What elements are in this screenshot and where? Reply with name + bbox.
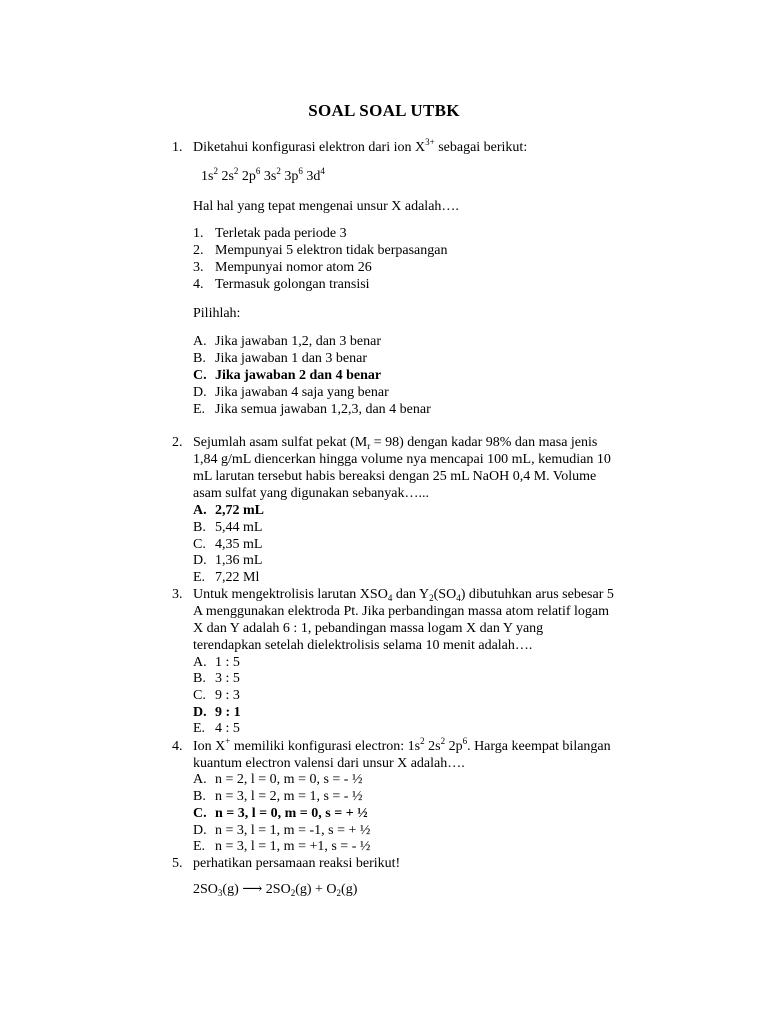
- option-text: n = 3, l = 1, m = +1, s = - ½: [215, 839, 371, 854]
- option-text: 1 : 5: [215, 655, 240, 670]
- option-letter-correct: A.: [193, 503, 207, 518]
- option-text: Jika jawaban 1 dan 3 benar: [215, 351, 367, 366]
- option-letter: D.: [193, 823, 207, 838]
- statement-number: 1.: [193, 226, 204, 241]
- q3-stem-line-1: Untuk mengektrolisis larutan $XSO_4$ dan $Y_2(SO_4)$ dibutuhkan arus sebesar 5: [193, 587, 614, 603]
- q2-stem-line-2: 1,84 g/mL diencerkan hingga volume nya mencapai 100 mL, kemudian 10: [193, 452, 611, 467]
- option-letter: D.: [193, 385, 207, 400]
- q4-number: 4.: [172, 739, 183, 754]
- q3-stem-line-3: X dan Y adalah 6 : 1, pebandingan massa logam X dan Y yang: [193, 621, 544, 636]
- q2-stem-line-3: mL larutan tersebut habis bereaksi dengan 25 mL NaOH 0,4 M. Volume: [193, 469, 597, 484]
- option-text: Jika jawaban 1,2, dan 3 benar: [215, 334, 381, 349]
- option-letter: B.: [193, 351, 206, 366]
- option-text: Jika semua jawaban 1,2,3, dan 4 benar: [215, 402, 431, 417]
- q2-stem-line-4: asam sulfat yang digunakan sebanyak…...: [193, 486, 429, 501]
- q5-stem: perhatikan persamaan reaksi berikut!: [193, 856, 401, 871]
- option-text: 3 : 5: [215, 671, 240, 686]
- option-letter: B.: [193, 520, 206, 535]
- q5-reaction-equation: $2SO_3(g)$ ⟶ $2SO_2(g) + O_2(g)$: [193, 882, 358, 898]
- statement-number: 4.: [193, 277, 204, 292]
- option-letter: A.: [193, 334, 207, 349]
- statement-number: 2.: [193, 243, 204, 258]
- option-text: 7,22 Ml: [215, 570, 260, 585]
- statement-number: 3.: [193, 260, 204, 275]
- option-letter: E.: [193, 721, 206, 736]
- q5-number: 5.: [172, 856, 183, 871]
- option-letter: E.: [193, 839, 206, 854]
- q2-number: 2.: [172, 435, 183, 450]
- option-letter: B.: [193, 671, 206, 686]
- option-text-correct: 9 : 1: [215, 705, 241, 720]
- option-text: Jika jawaban 4 saja yang benar: [215, 385, 389, 400]
- q3-number: 3.: [172, 587, 183, 602]
- option-letter-correct: C.: [193, 368, 207, 383]
- q1-number: 1.: [172, 140, 183, 155]
- option-text: 5,44 mL: [215, 520, 263, 535]
- option-letter: A.: [193, 772, 207, 787]
- option-letter: E.: [193, 570, 206, 585]
- option-text-correct: 2,72 mL: [215, 503, 264, 518]
- option-text-correct: n = 3, l = 0, m = 0, s = + ½: [215, 806, 368, 821]
- q3-stem-line-4: terendapkan setelah dielektrolisis selama 10 menit adalah….: [193, 638, 533, 653]
- option-text-correct: Jika jawaban 2 dan 4 benar: [215, 368, 382, 383]
- option-letter: A.: [193, 655, 207, 670]
- q3-stem-line-2: A menggunakan elektroda Pt. Jika perbandingan massa atom relatif logam: [193, 604, 609, 619]
- q1-stem: Diketahui konfigurasi elektron dari ion $X^{3+}$ sebagai berikut:: [193, 137, 528, 155]
- statement-text: Mempunyai 5 elektron tidak berpasangan: [215, 243, 448, 258]
- page-title: SOAL SOAL UTBK: [308, 101, 460, 120]
- statement-text: Terletak pada periode 3: [215, 226, 347, 241]
- q1-electron-config: $1s^2$ $2s^2$ $2p^6$ $3s^2$ $3p^6$ $3d^4$: [201, 166, 325, 184]
- option-text: 4 : 5: [215, 721, 240, 736]
- q4-stem-line-2: kuantum electron valensi dari unsur X adalah….: [193, 756, 465, 771]
- option-text: n = 3, l = 2, m = 1, s = - ½: [215, 789, 363, 804]
- option-text: 1,36 mL: [215, 553, 263, 568]
- option-text: 9 : 3: [215, 688, 240, 703]
- option-letter: C.: [193, 688, 206, 703]
- q1-prompt: Hal hal yang tepat mengenai unsur X adalah….: [193, 199, 459, 214]
- q4-stem-line-1: Ion X+ memiliki konfigurasi electron: $1s^2$ $2s^2$ $2p^6$. Harga keempat bilangan: [193, 736, 611, 754]
- q1-choose-label: Pilihlah:: [193, 306, 241, 321]
- option-letter: D.: [193, 553, 207, 568]
- option-letter: B.: [193, 789, 206, 804]
- q2-stem-line-1: Sejumlah asam sulfat pekat $(M_r = 98)$ dengan kadar 98% dan masa jenis: [193, 435, 598, 451]
- option-text: 4,35 mL: [215, 537, 263, 552]
- option-letter-correct: C.: [193, 806, 207, 821]
- option-text: n = 3, l = 1, m = -1, s = + ½: [215, 823, 371, 838]
- statement-text: Mempunyai nomor atom 26: [215, 260, 372, 275]
- option-letter: C.: [193, 537, 206, 552]
- statement-text: Termasuk golongan transisi: [215, 277, 370, 292]
- option-text: n = 2, l = 0, m = 0, s = - ½: [215, 772, 363, 787]
- option-letter-correct: D.: [193, 705, 207, 720]
- option-letter: E.: [193, 402, 206, 417]
